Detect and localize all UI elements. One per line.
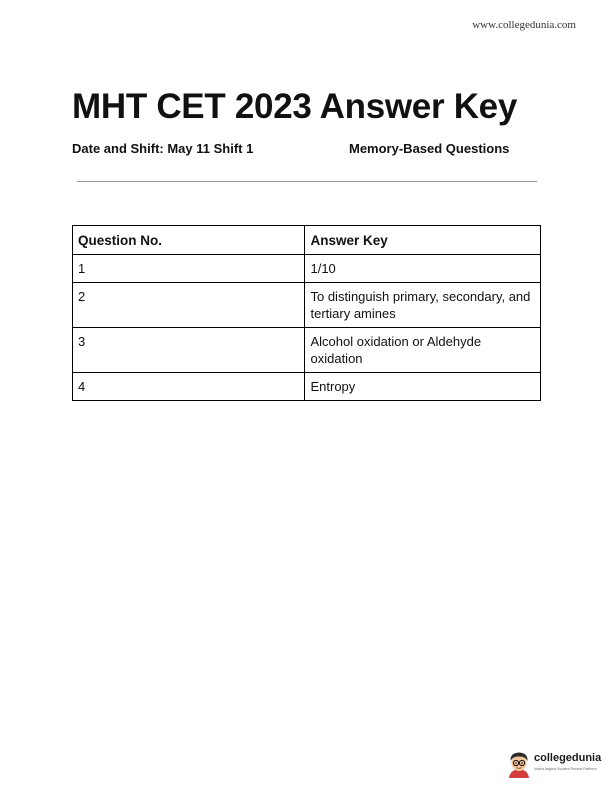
column-header-question: Question No. bbox=[73, 226, 305, 255]
answer-cell: Alcohol oxidation or Aldehyde oxidation bbox=[305, 328, 541, 373]
student-mascot-icon bbox=[506, 750, 532, 778]
answer-cell: 1/10 bbox=[305, 255, 541, 283]
brand-logo-block bbox=[506, 750, 606, 784]
brand-tagline: India's largest Student Review Platform bbox=[534, 767, 597, 771]
table-row bbox=[73, 255, 541, 283]
table-row bbox=[73, 328, 541, 373]
column-header-answer: Answer Key bbox=[305, 226, 541, 255]
date-shift-label: Date and Shift: May 11 Shift 1 bbox=[72, 141, 254, 156]
table-row bbox=[73, 283, 541, 328]
question-number-cell: 4 bbox=[73, 373, 305, 401]
question-number-cell: 3 bbox=[73, 328, 305, 373]
answer-cell: To distinguish primary, secondary, and tertiary amines bbox=[305, 283, 541, 328]
site-url: www.collegedunia.com bbox=[472, 19, 576, 31]
page-title: MHT CET 2023 Answer Key bbox=[72, 87, 518, 126]
table-row bbox=[73, 373, 541, 401]
divider-line bbox=[77, 181, 537, 182]
table-header-row bbox=[73, 226, 541, 255]
brand-name: collegedunia bbox=[534, 752, 602, 764]
answer-key-table bbox=[72, 225, 541, 401]
question-number-cell: 1 bbox=[73, 255, 305, 283]
answer-cell: Entropy bbox=[305, 373, 541, 401]
question-number-cell: 2 bbox=[73, 283, 305, 328]
question-type-label: Memory-Based Questions bbox=[349, 141, 510, 156]
